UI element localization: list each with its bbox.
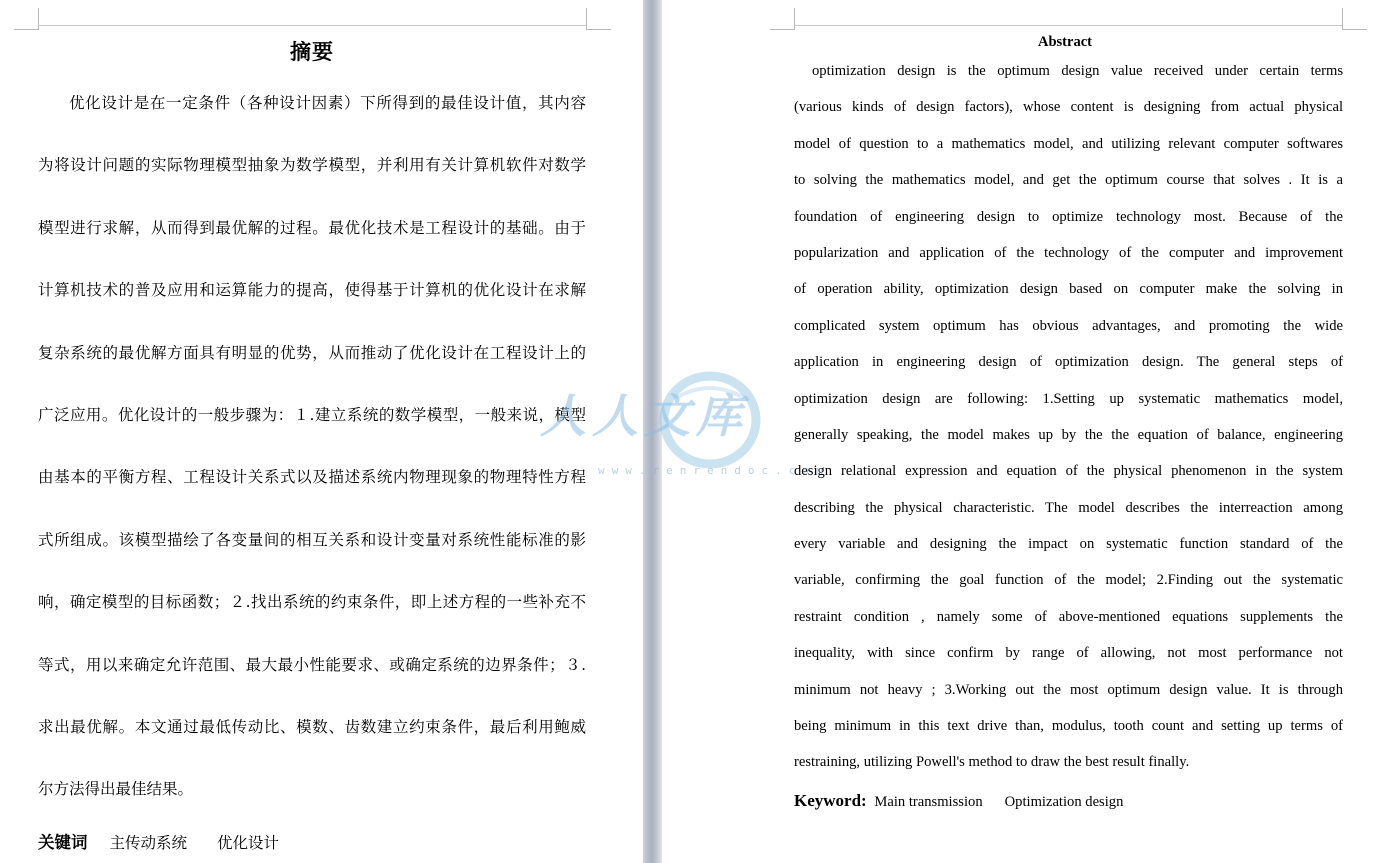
english-text-line: being minimum in this text drive than, modulus, tooth count and setting up terms of xyxy=(794,718,1343,735)
chinese-text-line: 求出最优解。本文通过最低传动比、模数、齿数建立约束条件，最后利用鲍威 xyxy=(38,717,586,736)
chinese-text-line: 为将设计问题的实际物理模型抽象为数学模型，并利用有关计算机软件对数学 xyxy=(38,156,586,175)
page-gutter xyxy=(643,0,662,863)
english-text-line: generally speaking, the model makes up by the the equation of balance, engineering xyxy=(794,426,1343,443)
crop-mark xyxy=(14,29,39,30)
keyword: 主传动系统 xyxy=(109,834,188,852)
chinese-text-line: 尔方法得出最佳结果。 xyxy=(38,780,194,799)
english-text-line: variable, confirming the goal function of the model; 2.Finding out the systematic xyxy=(794,572,1343,589)
crop-mark xyxy=(586,29,611,30)
chinese-keywords xyxy=(38,829,309,853)
watermark-text: 人人文库 xyxy=(540,389,748,443)
keyword: Main transmission xyxy=(874,794,983,810)
english-text-line: design relational expression and equation of the physical phenomenon in the system xyxy=(794,463,1343,480)
english-text-line: restraint condition , namely some of above-mentioned equations supplements the xyxy=(794,608,1343,625)
header-rule xyxy=(38,25,586,26)
chinese-text-line: 优化设计是在一定条件（各种设计因素）下所得到的最佳设计值，其内容 xyxy=(69,94,586,112)
crop-mark xyxy=(586,8,587,30)
english-text-line: to solving the mathematics model, and get the optimum course that solves . It is a xyxy=(794,172,1343,189)
chinese-text-line: 式所组成。该模型描绘了各变量间的相互关系和设计变量对系统性能标准的影 xyxy=(38,530,586,549)
chinese-abstract-body xyxy=(38,90,586,839)
english-abstract-title: Abstract xyxy=(1038,34,1092,50)
keyword: 优化设计 xyxy=(217,834,280,852)
english-text-line: complicated system optimum has obvious advantages, and promoting the wide xyxy=(794,317,1343,334)
watermark-url: www.renrendoc.com xyxy=(598,464,830,477)
crop-mark xyxy=(770,29,795,30)
crop-mark xyxy=(1342,8,1343,30)
english-text-line: optimization design is the optimum design value received under certain terms xyxy=(812,63,1343,79)
english-abstract-body xyxy=(794,57,1343,785)
crop-mark xyxy=(794,8,795,30)
chinese-abstract-title: 摘要 xyxy=(290,40,334,64)
crop-mark xyxy=(1342,29,1367,30)
crop-mark xyxy=(38,8,39,30)
english-keywords xyxy=(794,791,1145,811)
english-text-line: minimum not heavy ; 3.Working out the most optimum design value. It is through xyxy=(794,681,1343,698)
keyword: Optimization design xyxy=(1004,794,1124,810)
english-text-line: application in engineering design of optimization design. The general steps of xyxy=(794,354,1343,371)
chinese-text-line: 广泛应用。优化设计的一般步骤为：１.建立系统的数学模型，一般来说，模型 xyxy=(38,405,586,424)
english-text-line: optimization design are following: 1.Setting up systematic mathematics model, xyxy=(794,390,1343,407)
chinese-text-line: 等式，用以来确定允许范围、最大最小性能要求、或确定系统的边界条件；３. xyxy=(38,655,586,674)
english-text-line: foundation of engineering design to optimize technology most. Because of the xyxy=(794,208,1343,225)
header-rule xyxy=(794,25,1343,26)
english-text-line: restraining, utilizing Powell's method to draw the best result finally. xyxy=(794,754,1190,771)
chinese-text-line: 由基本的平衡方程、工程设计关系式以及描述系统内物理现象的物理特性方程 xyxy=(38,468,586,487)
english-text-line: of operation ability, optimization design based on computer make the solving in xyxy=(794,281,1343,298)
english-text-line: inequality, with since confirm by range of allowing, not most performance not xyxy=(794,645,1343,662)
english-text-line: popularization and application of the technology of the computer and improvement xyxy=(794,244,1343,261)
keywords-label: Keyword: xyxy=(794,791,867,810)
chinese-text-line: 响，确定模型的目标函数；２.找出系统的约束条件，即上述方程的一些补充不 xyxy=(38,593,586,612)
english-text-line: describing the physical characteristic. The model describes the interreaction among xyxy=(794,499,1343,516)
chinese-text-line: 模型进行求解，从而得到最优解的过程。最优化技术是工程设计的基础。由于 xyxy=(38,218,586,237)
chinese-text-line: 复杂系统的最优解方面具有明显的优势，从而推动了优化设计在工程设计上的 xyxy=(38,343,586,362)
english-text-line: every variable and designing the impact on systematic function standard of the xyxy=(794,536,1343,553)
english-text-line: (various kinds of design factors), whose content is designing from actual physical xyxy=(794,99,1343,116)
chinese-text-line: 计算机技术的普及应用和运算能力的提高，使得基于计算机的优化设计在求解 xyxy=(38,281,586,300)
english-text-line: model of question to a mathematics model, and utilizing relevant computer softwares xyxy=(794,135,1343,152)
keywords-label: 关键词 xyxy=(38,833,88,852)
left-page xyxy=(0,0,643,863)
